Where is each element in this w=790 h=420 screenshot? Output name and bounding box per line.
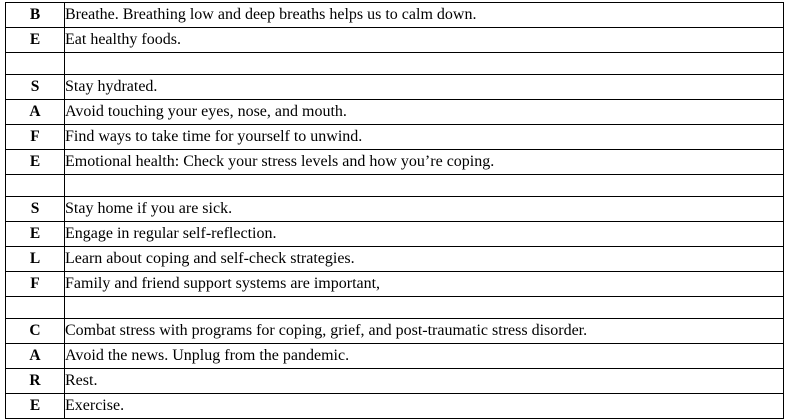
letter-cell: S <box>6 75 65 100</box>
description-cell-empty <box>65 297 784 319</box>
acronym-table-body <box>6 3 784 419</box>
description-cell: Learn about coping and self-check strategies. <box>65 247 784 272</box>
letter-cell-empty <box>6 297 65 319</box>
letter-cell: E <box>6 150 65 175</box>
description-cell: Exercise. <box>65 394 784 419</box>
description-cell: Family and friend support systems are important, <box>65 272 784 297</box>
table-row <box>6 3 784 28</box>
letter-cell: S <box>6 197 65 222</box>
description-cell: Rest. <box>65 369 784 394</box>
table-spacer-row <box>6 175 784 197</box>
description-cell: Stay home if you are sick. <box>65 197 784 222</box>
description-cell: Avoid the news. Unplug from the pandemic. <box>65 344 784 369</box>
letter-cell: C <box>6 319 65 344</box>
acronym-table-container <box>5 2 784 419</box>
letter-cell: E <box>6 394 65 419</box>
table-row <box>6 344 784 369</box>
table-row <box>6 272 784 297</box>
letter-cell: A <box>6 100 65 125</box>
letter-cell-empty <box>6 53 65 75</box>
letter-cell: F <box>6 125 65 150</box>
table-row <box>6 28 784 53</box>
description-cell: Engage in regular self-reflection. <box>65 222 784 247</box>
table-row <box>6 394 784 419</box>
table-row <box>6 247 784 272</box>
table-row <box>6 369 784 394</box>
letter-cell: A <box>6 344 65 369</box>
letter-cell: F <box>6 272 65 297</box>
table-row <box>6 222 784 247</box>
letter-cell: B <box>6 3 65 28</box>
table-row <box>6 319 784 344</box>
letter-cell: L <box>6 247 65 272</box>
description-cell: Stay hydrated. <box>65 75 784 100</box>
letter-cell-empty <box>6 175 65 197</box>
description-cell: Avoid touching your eyes, nose, and mouth. <box>65 100 784 125</box>
letter-cell: E <box>6 28 65 53</box>
table-spacer-row <box>6 53 784 75</box>
description-cell: Combat stress with programs for coping, grief, and post-traumatic stress disorder. <box>65 319 784 344</box>
table-row <box>6 125 784 150</box>
table-row <box>6 75 784 100</box>
description-cell-empty <box>65 53 784 75</box>
description-cell: Eat healthy foods. <box>65 28 784 53</box>
description-cell: Breathe. Breathing low and deep breaths helps us to calm down. <box>65 3 784 28</box>
table-spacer-row <box>6 297 784 319</box>
letter-cell: E <box>6 222 65 247</box>
table-row <box>6 150 784 175</box>
description-cell-empty <box>65 175 784 197</box>
table-row <box>6 197 784 222</box>
acronym-table <box>5 2 784 419</box>
letter-cell: R <box>6 369 65 394</box>
description-cell: Find ways to take time for yourself to unwind. <box>65 125 784 150</box>
table-row <box>6 100 784 125</box>
description-cell: Emotional health: Check your stress levels and how you’re coping. <box>65 150 784 175</box>
